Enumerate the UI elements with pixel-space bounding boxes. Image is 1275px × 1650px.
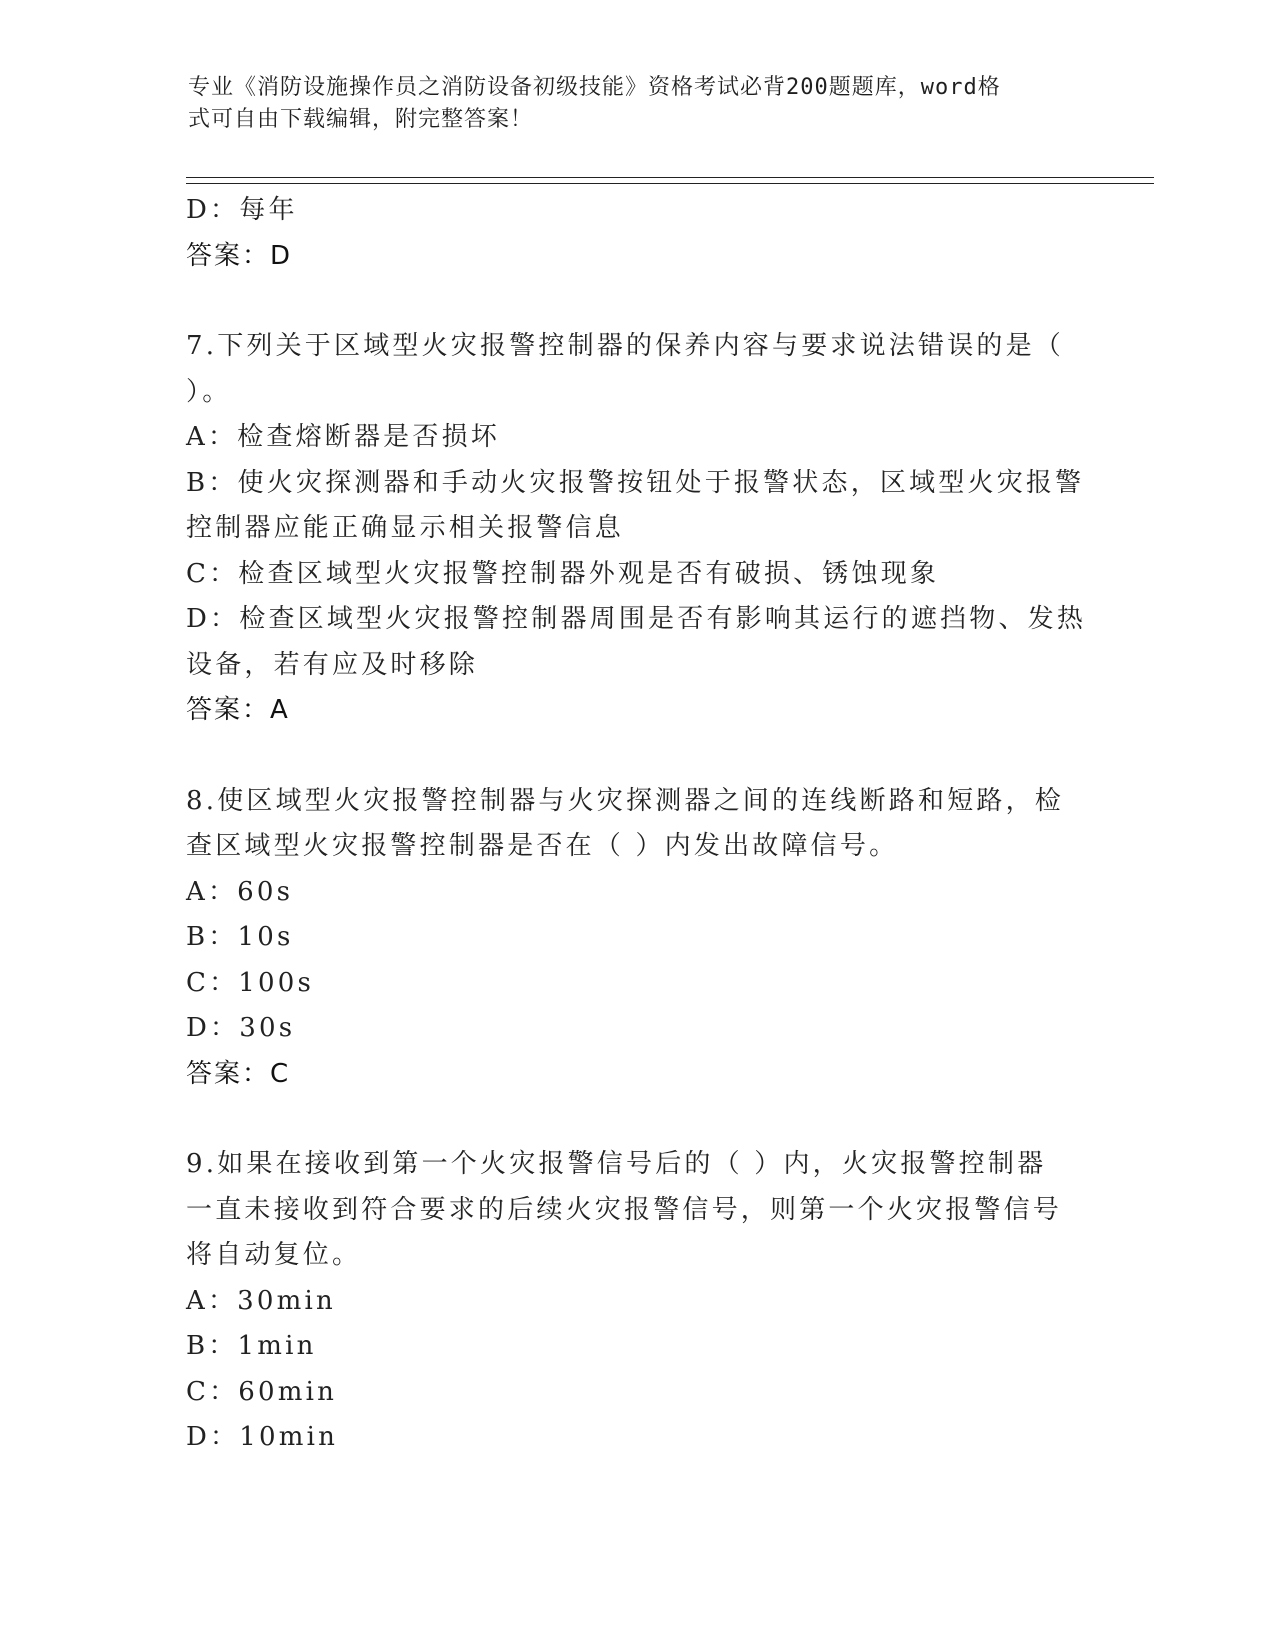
question-stem: 一直未接收到符合要求的后续火灾报警信号，则第一个火灾报警信号 (186, 1194, 1063, 1225)
header-divider-top (186, 177, 1154, 178)
question-9 (186, 1142, 1086, 1461)
question-stem: 将自动复位。 (186, 1240, 362, 1270)
answer-label: 答案：D (186, 240, 293, 271)
option-b: B：10s (186, 922, 294, 952)
question-stem: 8.使区域型火灾报警控制器与火灾探测器之间的连线断路和短路，检 (186, 785, 1065, 816)
spacer (186, 734, 1086, 779)
option-c: C：100s (186, 967, 315, 998)
header-title-line-1: 专业《消防设施操作员之消防设备初级技能》资格考试必背200题题库，word格 (188, 75, 1001, 100)
option-d: D：10min (186, 1422, 339, 1452)
option-c: C：检查区域型火灾报警控制器外观是否有破损、锈蚀现象 (186, 558, 940, 589)
option-c: C：60min (186, 1376, 338, 1407)
option-d: 设备，若有应及时移除 (186, 649, 479, 680)
header-title-line-2: 式可自由下载编辑，附完整答案！ (188, 107, 534, 132)
question-stem: 9.如果在接收到第一个火灾报警信号后的（ ）内，火灾报警控制器 (186, 1149, 1047, 1179)
question-stem: 7.下列关于区域型火灾报警控制器的保养内容与要求说法错误的是（ (186, 331, 1065, 361)
question-stem: 查区域型火灾报警控制器是否在（ ）内发出故障信号。 (186, 831, 899, 861)
question-7 (186, 324, 1086, 734)
answer-label: 答案：C (186, 1058, 291, 1089)
option-a: A：检查熔断器是否损坏 (186, 422, 500, 452)
question-content (186, 188, 1086, 1461)
option-d: D：每年 (186, 195, 298, 225)
option-a: A：30min (186, 1285, 336, 1316)
question-8 (186, 779, 1086, 1098)
document-header (188, 72, 1078, 136)
option-a: A：60s (186, 876, 294, 907)
spacer (186, 1097, 1086, 1142)
question-stem: ）。 (186, 376, 232, 407)
option-b: B：使火灾探测器和手动火灾报警按钮处于报警状态，区域型火灾报警 (186, 467, 1085, 498)
option-b: 控制器应能正确显示相关报警信息 (186, 513, 625, 543)
header-divider-bottom (186, 183, 1154, 184)
spacer (186, 279, 1086, 324)
option-b: B：1min (186, 1331, 317, 1361)
previous-question-tail (186, 188, 1086, 279)
option-d: D：30s (186, 1013, 296, 1043)
option-d: D：检查区域型火灾报警控制器周围是否有影响其运行的遮挡物、发热 (186, 604, 1087, 634)
answer-label: 答案：A (186, 695, 290, 725)
